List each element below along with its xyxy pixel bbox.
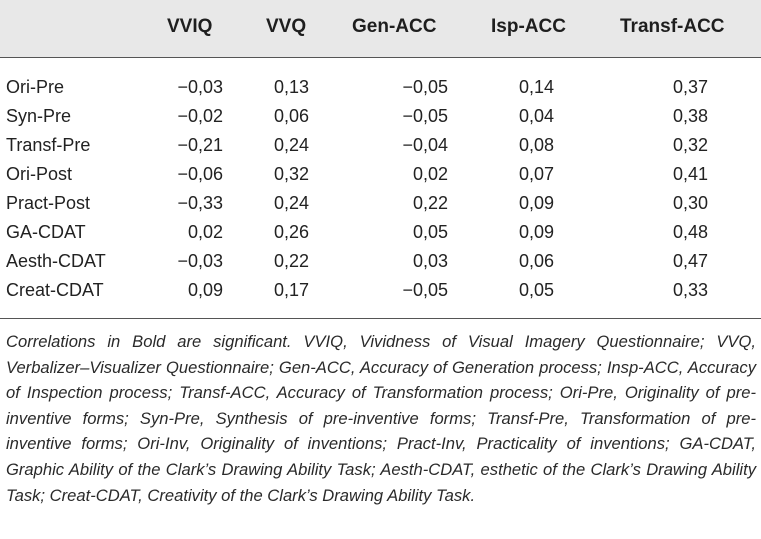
table-row (0, 247, 761, 276)
table-row (0, 102, 761, 131)
table-cell: 0,22 (273, 251, 309, 271)
row-label: Ori-Post (6, 164, 73, 184)
table-cell: 0,13 (273, 77, 309, 97)
table-row (0, 189, 761, 218)
column-header-isp-acc: Isp-ACC (491, 16, 566, 37)
table-row (0, 218, 761, 247)
table-cell: 0,09 (187, 280, 223, 300)
table-cell: 0,24 (273, 135, 309, 155)
table-cell: −0,03 (177, 251, 223, 271)
table-cell: 0,14 (518, 77, 554, 97)
table-cell: 0,47 (672, 251, 708, 271)
table-cell: 0,09 (518, 222, 554, 242)
row-label: Syn-Pre (6, 106, 72, 126)
table-row (0, 131, 761, 160)
table-cell: 0,37 (672, 77, 708, 97)
table-footnote: Correlations in Bold are significant. VVIQ, Vividness of Visual Imagery Questionnaire; VVQ, Verbalizer–Visualizer Questionnaire; Gen-ACC, Accuracy of Generation process; Insp-ACC, Accuracy of Inspection process; Transf-ACC, Accuracy of Transformation process; Ori-Pre, Originality of pre-inventive forms; Syn-Pre, Synthesis of pre-inventive forms; Transf-Pre, Transformation of pre-inventive forms; Ori-Inv, Originality of inventions; Pract-Inv, Practicality of inventions; GA-CDAT, Graphic Ability of the Clark’s Drawing Ability Task; Aesth-CDAT, esthetic of the Clark’s Drawing Ability Task; Creat-CDAT, Creativity of the Clark’s Drawing Ability Task. (6, 332, 756, 505)
table-cell: 0,07 (518, 164, 554, 184)
table-cell: 0,05 (412, 222, 448, 242)
table-cell: 0,02 (412, 164, 448, 184)
table-cell: −0,33 (177, 193, 223, 213)
table-cell: 0,09 (518, 193, 554, 213)
table-cell: 0,06 (273, 106, 309, 126)
table-cell: 0,33 (672, 280, 708, 300)
table-cell: 0,38 (672, 106, 708, 126)
row-label: GA-CDAT (6, 222, 86, 242)
table-cell: 0,41 (672, 164, 708, 184)
table-cell: −0,03 (177, 77, 223, 97)
table-cell: −0,05 (402, 106, 448, 126)
header-rule (0, 57, 761, 58)
column-header-transf-acc: Transf-ACC (620, 16, 725, 37)
table-cell: 0,03 (412, 251, 448, 271)
table-cell: 0,04 (518, 106, 554, 126)
row-label: Pract-Post (6, 193, 91, 213)
table-bottom-rule (0, 318, 761, 319)
table-cell: 0,05 (518, 280, 554, 300)
table-row (0, 160, 761, 189)
table-cell: −0,21 (177, 135, 223, 155)
table-cell: −0,05 (402, 77, 448, 97)
table-cell: −0,02 (177, 106, 223, 126)
table-cell: 0,02 (187, 222, 223, 242)
row-label: Ori-Pre (6, 77, 64, 97)
column-header-vviq: VVIQ (167, 16, 213, 37)
table-cell: 0,24 (273, 193, 309, 213)
row-label: Aesth-CDAT (6, 251, 106, 271)
table-cell: 0,17 (273, 280, 309, 300)
row-label: Creat-CDAT (6, 280, 104, 300)
table-cell: 0,30 (672, 193, 708, 213)
table-cell: −0,05 (402, 280, 448, 300)
table-cell: 0,06 (518, 251, 554, 271)
table-row (0, 276, 761, 305)
table-cell: 0,32 (273, 164, 309, 184)
table-cell: 0,26 (273, 222, 309, 242)
table-cell: −0,04 (402, 135, 448, 155)
table-cell: 0,48 (672, 222, 708, 242)
row-label: Transf-Pre (6, 135, 91, 155)
table-row (0, 73, 761, 102)
column-header-vvq: VVQ (266, 16, 307, 37)
table-cell: 0,32 (672, 135, 708, 155)
table-cell: 0,22 (412, 193, 448, 213)
table-cell: 0,08 (518, 135, 554, 155)
column-header-gen-acc: Gen-ACC (352, 16, 437, 37)
table-cell: −0,06 (177, 164, 223, 184)
